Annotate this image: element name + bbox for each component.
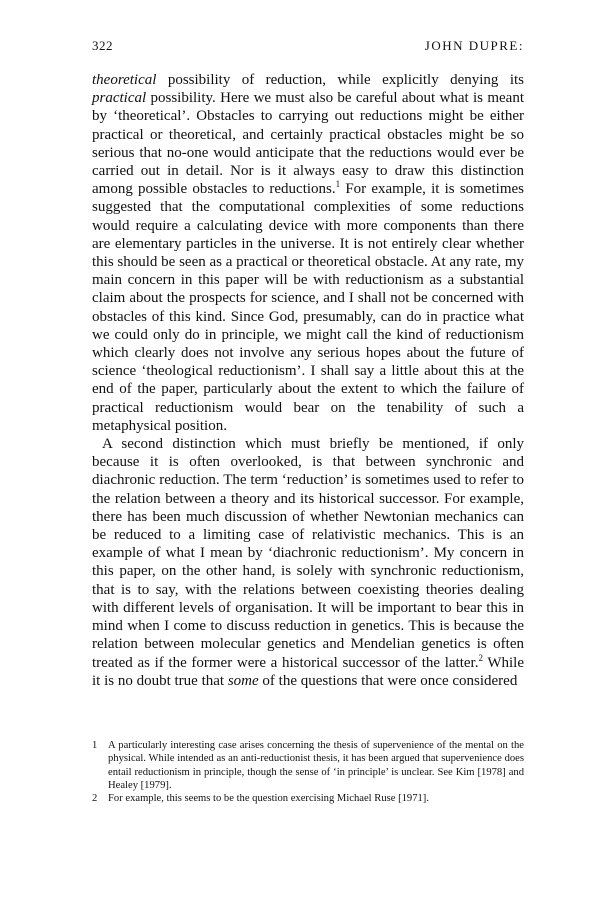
paragraph-1 xyxy=(92,71,524,435)
emphasis-theoretical: theoretical xyxy=(92,72,157,88)
paragraph-1-text-a: possibility of reduction, while explicitly denying its xyxy=(156,72,524,88)
footnote-2-mark: 2 xyxy=(92,793,98,805)
paragraph-1-text-b: possibility. Here we must also be careful about what is meant by ‘theoretical’. Obstacles to carrying out reductions might be either practical or theoretical, and certainly practical obstacles might be so serious that no-one would anticipate that the reductions would ever be carried out in detail. Nor is it always easy to draw this distinction among possible obstacles to reductions. xyxy=(92,90,524,198)
paragraph-1-text-c: For example, it is sometimes suggested that the computational complexities of some reductions would require a calculating device with more components than there are elementary particles in the universe. It is not entirely clear whether this should be seen as a practical or theoretical obstacle. At any rate, my main concern in this paper will be with reductionism as a substantial claim about the prospects for science, and I shall not be concerned with obstacles of this kind. Since God, presumably, can do in practice what we could only do in principle, we might call the kind of reductionism which clearly does not involve any serious hopes about the future of science ‘theological reductionism’. I shall say a little about this at the end of the paper, particularly about the extent to which the failure of practical reductionism would bear on the tenability of such a metaphysical position. xyxy=(92,181,524,434)
emphasis-practical: practical xyxy=(92,90,147,107)
footnote-2-text: For example, this seems to be the question exercising Michael Ruse [1971]. xyxy=(108,793,429,805)
running-header xyxy=(92,38,524,60)
footnote-1 xyxy=(92,739,524,792)
body-text xyxy=(92,71,524,690)
page-number: 322 xyxy=(92,38,113,53)
emphasis-some: some xyxy=(227,672,259,689)
footnote-1-mark: 1 xyxy=(92,740,98,751)
footnotes xyxy=(92,739,524,805)
footnote-1-text: A particularly interesting case arises concerning the thesis of supervenience of the mental on the physical. While intended as an anti-reductionist thesis, it has been argued that supervenience does entail reductionism in principle, though the sense of ‘in principle’ is unclear. See Kim [1978] and Healey [1979]. xyxy=(108,740,524,791)
paragraph-2-text-a: A second distinction which must briefly be mentioned, if only because it is often overlooked, is that between synchronic and diachronic reduction. The term ‘reduction’ is sometimes used to refer to the relation between a theory and its historical successor. For example, there has been much discussion of whether Newtonian mechanics can be reduced to a limiting case of relativistic mechanics. This is an example of what I mean by ‘diachronic reductionism’. My concern in this paper, on the other hand, is solely with synchronic reductionism, that is to say, with the relations between coexisting theories dealing with different levels of organisation. It will be important to bear this in mind when I come to discuss reduction in genetics. This is because the relation between molecular genetics and Mendelian genetics is often treated as if the former were a historical successor of the latter. xyxy=(92,436,524,671)
footnote-ref-1[interactable]: 1 xyxy=(335,179,341,190)
running-head-author: JOHN DUPRE: xyxy=(424,38,524,53)
footnote-ref-2[interactable]: 2 xyxy=(478,652,483,663)
paragraph-2 xyxy=(92,435,524,690)
paragraph-2-text-c: of the questions that were once considered xyxy=(258,672,518,689)
paragraph-2-text-b: While it is no doubt true that xyxy=(92,654,524,689)
footnote-2 xyxy=(92,792,524,805)
